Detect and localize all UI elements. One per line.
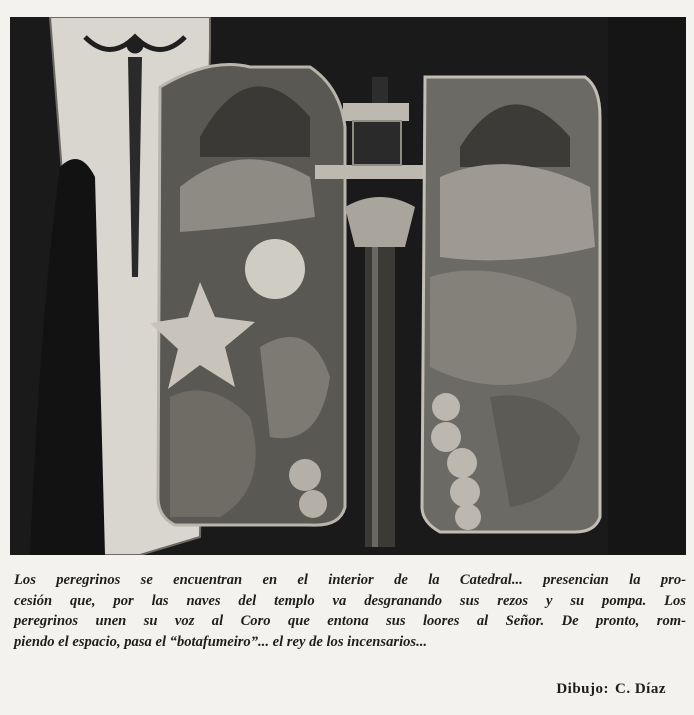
caption-line: piendo el espacio, pasa el “botafumeiro”... el rey de los incensarios... (14, 633, 428, 650)
illustration (10, 17, 686, 555)
caption-line: cesión que, por las naves del templo va desgranando sus rezos y su pompa. Los (14, 592, 686, 609)
caption-line: Los peregrinos se encuentran en el interior de la Catedral... presencian la pro- (14, 572, 686, 588)
caption-line: peregrinos unen su voz al Coro que entona sus loores al Señor. De pronto, rom- (14, 613, 686, 629)
right-panel (422, 77, 600, 532)
cathedral-drawing (10, 17, 686, 555)
credit-label: Dibujo: (556, 681, 609, 697)
credit-author: C. Díaz (615, 681, 666, 697)
illustration-credit (556, 681, 666, 698)
illustration-caption (14, 570, 686, 652)
left-panel (150, 65, 345, 526)
